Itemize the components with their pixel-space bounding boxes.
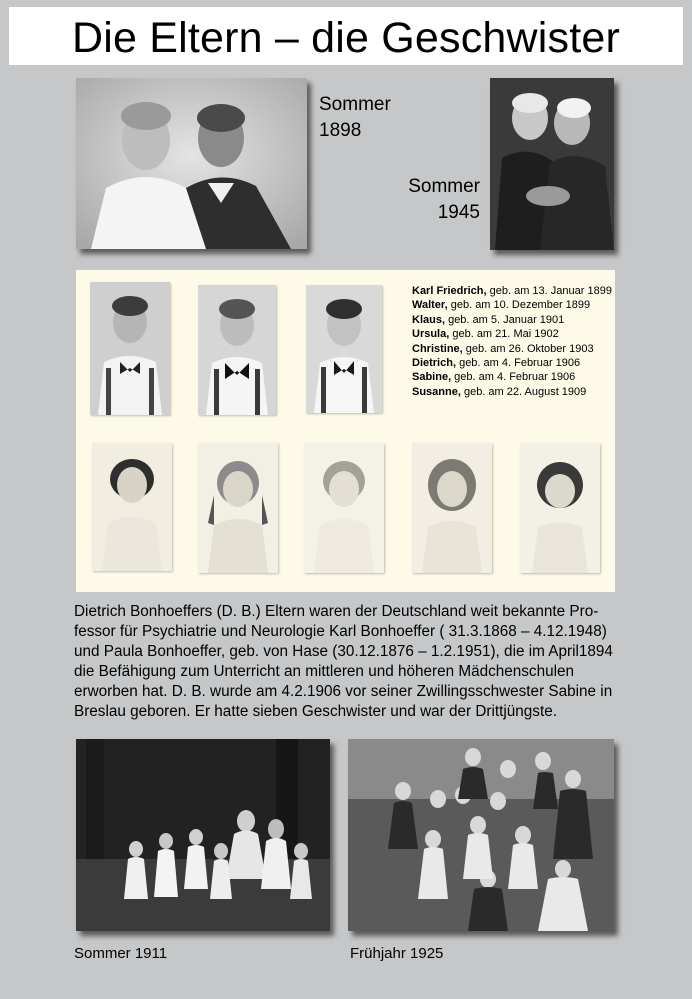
caption-sommer-1911: Sommer 1911 [74, 945, 168, 962]
portrait-klaus [306, 285, 382, 413]
sibling-entry: Walter, geb. am 10. Dezember 1899 [412, 299, 591, 312]
caption-sommer-1945: Sommer 1945 [408, 176, 480, 223]
photo-parents-1898 [76, 78, 307, 249]
sibling-entry: Christine, geb. am 26. Oktober 1903 [412, 342, 594, 355]
page-title: Die Eltern – die Geschwister [71, 14, 621, 62]
portrait-ursula [92, 443, 172, 571]
title-band [9, 7, 683, 65]
sibling-entry: Sabine, geb. am 4. Februar 1906 [412, 371, 576, 384]
portrait-karl-friedrich [90, 282, 170, 415]
sibling-entry: Karl Friedrich, geb. am 13. Januar 1899 [412, 285, 612, 297]
photo-family-1925 [348, 739, 614, 931]
sibling-entry: Susanne, geb. am 22. August 1909 [412, 385, 587, 398]
caption-fruehjahr-1925: Frühjahr 1925 [350, 945, 444, 962]
siblings-list [412, 284, 612, 399]
sibling-entry: Klaus, geb. am 5. Januar 1901 [412, 313, 565, 326]
portrait-walter [198, 285, 276, 415]
portrait-dietrich [304, 443, 384, 573]
photo-parents-1945 [490, 78, 614, 250]
sibling-entry: Ursula, geb. am 21. Mai 1902 [412, 328, 559, 341]
biography-text: Dietrich Bonhoeffers (D. B.) Eltern waren der Deutschland weit bekannte Pro- fessor für Psychiatrie und Neurologie Karl Bonhoeffer ( 31.3.1868 – 4.12.1948) und Paula Bonhoeffer, geb. von Hase (30.12.1876 – 1.2.1951), die im April1894 die Befähigung zum Unterricht an mittleren und höheren Mädchenschulen erworben hat. D. B. wurde am 4.2.1906 vor seiner Zwillingsschwester Sabine in Breslau geboren. Er hatte sieben Geschwister und war der Drittjüngste. [74, 603, 613, 720]
portrait-christine [198, 443, 278, 573]
caption-sommer-1898: Sommer 1898 [319, 94, 391, 141]
portrait-sabine [412, 443, 492, 573]
portrait-susanne [520, 443, 600, 573]
sibling-entry: Dietrich, geb. am 4. Februar 1906 [412, 357, 581, 370]
photo-family-1911 [76, 739, 330, 931]
